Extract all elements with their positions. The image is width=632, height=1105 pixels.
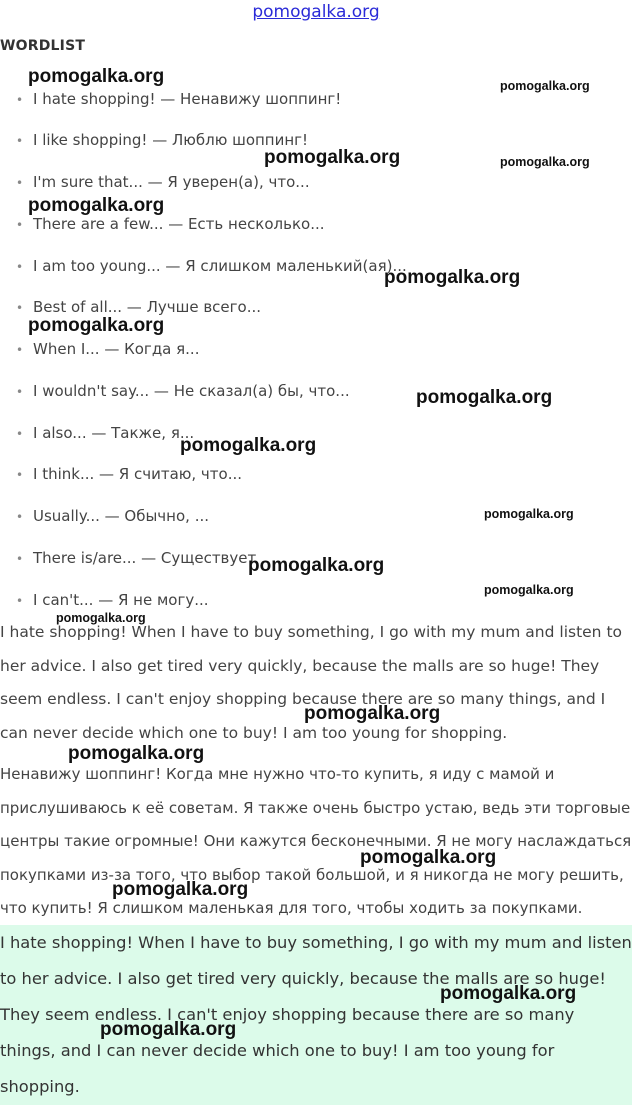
watermark: pomogalka.org <box>28 66 165 87</box>
bullet-icon: • <box>16 552 24 566</box>
list-item-text: Usually... — Обычно, ... <box>33 507 209 525</box>
highlighted-answer <box>0 925 632 1105</box>
list-item <box>16 465 242 483</box>
bullet-icon: • <box>16 218 24 232</box>
watermark: pomogalka.org <box>100 1019 237 1040</box>
watermark: pomogalka.org <box>500 155 590 169</box>
watermark: pomogalka.org <box>360 847 497 868</box>
list-item-text: I also... — Также, я... <box>33 424 195 442</box>
list-item-text: There are a few... — Есть несколько... <box>33 215 325 233</box>
bullet-icon: • <box>16 176 24 190</box>
watermark: pomogalka.org <box>68 743 205 764</box>
watermark: pomogalka.org <box>440 983 577 1004</box>
bullet-icon: • <box>16 510 24 524</box>
wordlist-heading: WORDLIST <box>0 38 86 54</box>
list-item <box>16 591 209 609</box>
list-item <box>16 173 310 191</box>
list-item <box>16 340 199 358</box>
bullet-icon: • <box>16 93 24 107</box>
list-item <box>16 424 194 442</box>
list-item-text: I am too young... — Я слишком маленький(ая)... <box>33 257 407 275</box>
list-item <box>16 298 261 316</box>
paragraph-highlighted: I hate shopping! When I have to buy something, I go with my mum and listen to her advice. I also get tired very quickly, because the malls are so huge! They seem endless. I can't enjoy shopping because there are so many things, and I can never decide which one to buy! I am too young for shopping. <box>0 933 632 1096</box>
list-item-text: When I... — Когда я... <box>33 340 200 358</box>
watermark: pomogalka.org <box>500 79 590 93</box>
watermark: pomogalka.org <box>56 611 146 625</box>
list-item <box>16 257 407 275</box>
list-item <box>16 382 350 400</box>
list-item <box>16 215 325 233</box>
watermark: pomogalka.org <box>264 147 401 168</box>
bullet-icon: • <box>16 594 24 608</box>
watermark: pomogalka.org <box>304 703 441 724</box>
list-item <box>16 549 256 567</box>
watermark: pomogalka.org <box>416 387 553 408</box>
list-item-text: Best of all... — Лучше всего... <box>33 298 261 316</box>
watermark: pomogalka.org <box>112 879 249 900</box>
bullet-icon: • <box>16 427 24 441</box>
list-item-text: I think... — Я считаю, что... <box>33 465 243 483</box>
list-item-text: I can't... — Я не могу... <box>33 591 209 609</box>
watermark: pomogalka.org <box>484 583 574 597</box>
list-item <box>16 507 209 525</box>
list-item <box>16 90 341 108</box>
paragraph-russian: Ненавижу шоппинг! Когда мне нужно что-то купить, я иду с мамой и прислушиваюсь к её советам. Я также очень быстро устаю, ведь эти торговые центры такие огромные! Они кажутся бесконечными. Я не могу наслаждаться покупками из-за того, что выбор такой большой, и я никогда не могу решить, что купить! Я слишком маленькая для того, чтобы ходить за покупками. <box>0 765 632 918</box>
watermark: pomogalka.org <box>28 315 165 336</box>
list-item-text: I like shopping! — Люблю шоппинг! <box>33 131 309 149</box>
watermark: pomogalka.org <box>28 195 165 216</box>
list-item-text: There is/are... — Существует <box>33 549 257 567</box>
list-item-text: I'm sure that... — Я уверен(а), что... <box>33 173 310 191</box>
watermark: pomogalka.org <box>180 435 317 456</box>
bullet-icon: • <box>16 385 24 399</box>
paragraph-english: I hate shopping! When I have to buy something, I go with my mum and listen to her advice. I also get tired very quickly, because the malls are so huge! They seem endless. I can't enjoy shopping because there are so many things, and I can never decide which one to buy! I am too young for shopping. <box>0 623 622 742</box>
bullet-icon: • <box>16 260 24 274</box>
list-item-text: I hate shopping! — Ненавижу шоппинг! <box>33 90 342 108</box>
site-title[interactable]: pomogalka.org <box>252 2 380 22</box>
bullet-icon: • <box>16 134 24 148</box>
bullet-icon: • <box>16 343 24 357</box>
watermark: pomogalka.org <box>484 507 574 521</box>
list-item-text: I wouldn't say... — Не сказал(а) бы, что... <box>33 382 350 400</box>
bullet-icon: • <box>16 468 24 482</box>
bullet-icon: • <box>16 301 24 315</box>
watermark: pomogalka.org <box>248 555 385 576</box>
watermark: pomogalka.org <box>384 267 521 288</box>
